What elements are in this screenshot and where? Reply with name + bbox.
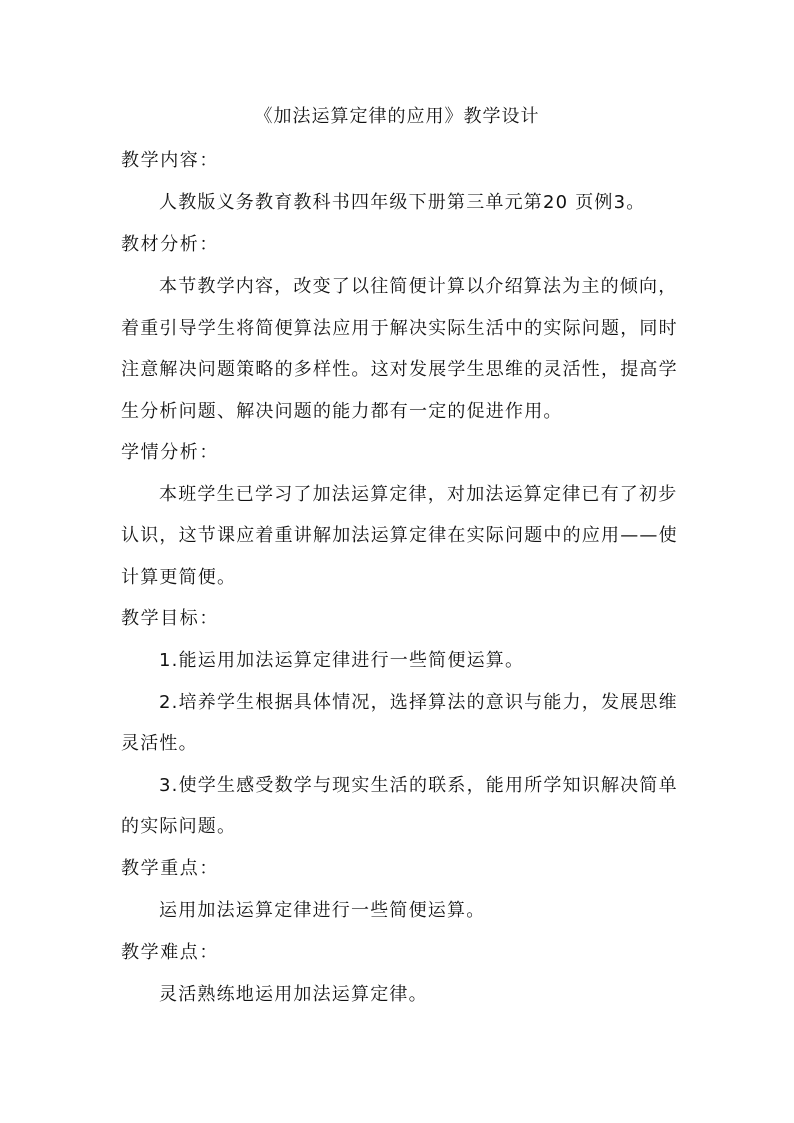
section-heading-difficulties: 教学难点： bbox=[121, 942, 219, 963]
goal-line: 灵活性。 bbox=[121, 733, 198, 754]
goal-line: 的实际问题。 bbox=[121, 816, 237, 837]
goal-line: 2.培养学生根据具体情况，选择算法的意识与能力，发展思维 bbox=[159, 692, 678, 713]
key-point-line: 运用加法运算定律进行一些简便运算。 bbox=[159, 900, 486, 921]
section-heading-material-analysis: 教材分析： bbox=[121, 234, 219, 255]
section-heading-key-points: 教学重点： bbox=[121, 858, 219, 879]
goal-line: 3.使学生感受数学与现实生活的联系，能用所学知识解决简单 bbox=[159, 775, 678, 796]
paragraph-line: 本节教学内容，改变了以往简便计算以介绍算法为主的倾向， bbox=[159, 276, 678, 297]
section-heading-content: 教学内容： bbox=[121, 150, 219, 171]
document-title: 《加法运算定律的应用》教学设计 bbox=[254, 106, 540, 127]
content-line: 人教版义务教育教科书四年级下册第三单元第20 页例3。 bbox=[159, 192, 646, 213]
paragraph-line: 注意解决问题策略的多样性。这对发展学生思维的灵活性，提高学 bbox=[121, 359, 678, 380]
paragraph-line: 计算更简便。 bbox=[121, 567, 237, 588]
section-heading-learner-analysis: 学情分析： bbox=[121, 442, 219, 463]
paragraph-line: 生分析问题、解决问题的能力都有一定的促进作用。 bbox=[121, 401, 563, 422]
difficulty-line: 灵活熟练地运用加法运算定律。 bbox=[159, 984, 428, 1005]
goal-line: 1.能运用加法运算定律进行一些简便运算。 bbox=[159, 650, 525, 671]
paragraph-line: 着重引导学生将简便算法应用于解决实际生活中的实际问题，同时 bbox=[121, 318, 678, 339]
section-heading-teaching-goals: 教学目标： bbox=[121, 608, 219, 629]
paragraph-line: 本班学生已学习了加法运算定律，对加法运算定律已有了初步 bbox=[159, 484, 678, 505]
paragraph-line: 认识，这节课应着重讲解加法运算定律在实际问题中的应用——使 bbox=[121, 525, 678, 546]
